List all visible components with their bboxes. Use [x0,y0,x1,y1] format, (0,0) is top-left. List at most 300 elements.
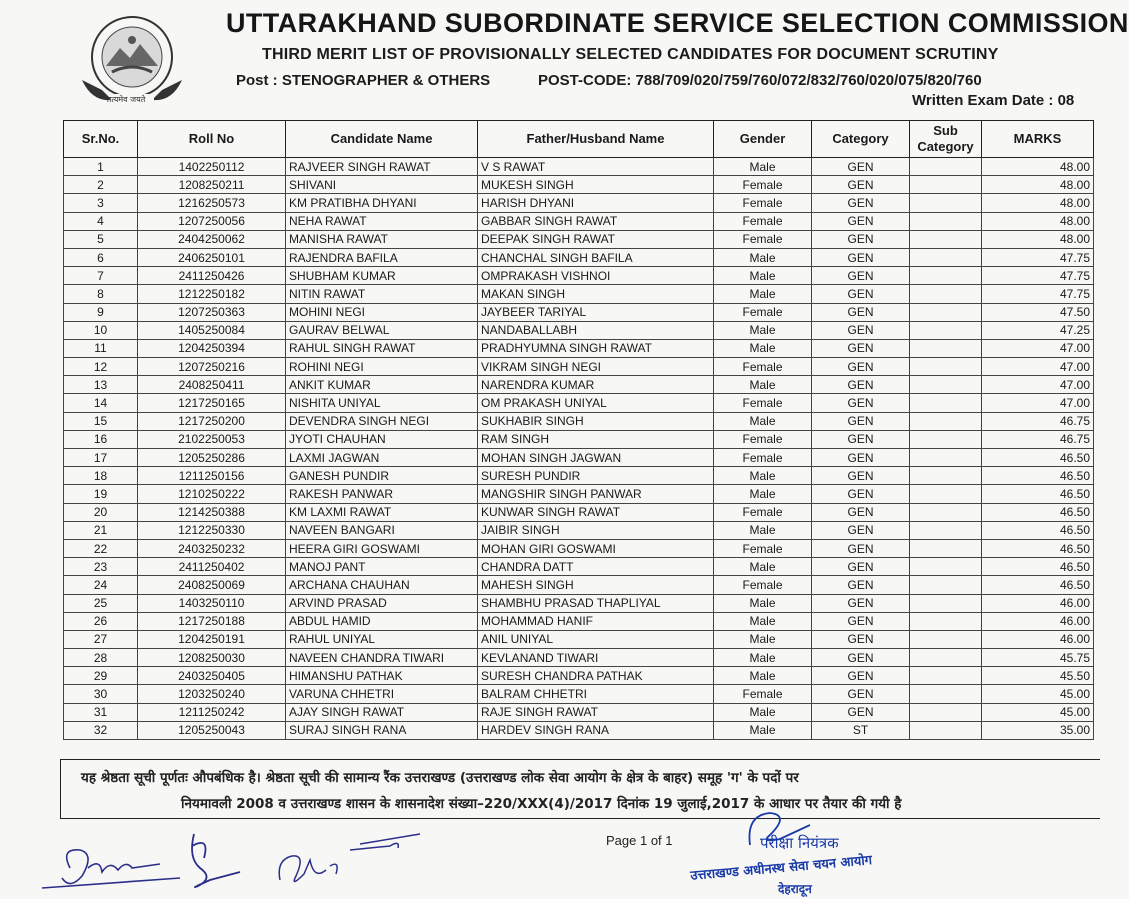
cell-category: GEN [812,394,910,412]
cell-roll-no: 1217250188 [138,612,286,630]
cell-roll-no: 2411250426 [138,267,286,285]
cell-sr-no: 26 [64,612,138,630]
cell-roll-no: 1207250056 [138,212,286,230]
cell-candidate-name: GANESH PUNDIR [286,467,478,485]
cell-sub-category [910,248,982,266]
cell-roll-no: 1205250286 [138,449,286,467]
cell-category: GEN [812,539,910,557]
cell-gender: Male [714,630,812,648]
cell-sr-no: 13 [64,376,138,394]
cell-sub-category [910,503,982,521]
cell-sr-no: 3 [64,194,138,212]
cell-gender: Male [714,248,812,266]
footer-note-line-1: यह श्रेष्ठता सूची पूर्णतः औपबंधिक है। श्रेष्ठता सूची की सामान्य रैंक उत्तराखण्ड (उत्तराखण्ड लोक सेवा आयोग के क्षेत्र के बाहर) समूह 'ग' के पदों पर [81,770,799,786]
cell-sub-category [910,267,982,285]
cell-category: GEN [812,594,910,612]
cell-candidate-name: GAURAV BELWAL [286,321,478,339]
cell-candidate-name: ANKIT KUMAR [286,376,478,394]
table-row [64,539,1094,557]
cell-sub-category [910,230,982,248]
cell-marks: 46.00 [982,594,1094,612]
cell-sr-no: 30 [64,685,138,703]
cell-sr-no: 21 [64,521,138,539]
cell-marks: 45.50 [982,667,1094,685]
cell-gender: Female [714,194,812,212]
cell-gender: Female [714,539,812,557]
table-row [64,630,1094,648]
header-roll-no: Roll No [138,121,286,158]
cell-marks: 48.00 [982,194,1094,212]
cell-father-husband-name: V S RAWAT [478,158,714,176]
cell-sub-category [910,667,982,685]
cell-marks: 47.00 [982,376,1094,394]
cell-father-husband-name: OMPRAKASH VISHNOI [478,267,714,285]
cell-father-husband-name: KEVLANAND TIWARI [478,649,714,667]
cell-sr-no: 17 [64,449,138,467]
table-row [64,649,1094,667]
cell-category: GEN [812,358,910,376]
table-row [64,248,1094,266]
cell-roll-no: 2102250053 [138,430,286,448]
seal-caption: सत्यमेव जयते [106,95,146,104]
cell-category: GEN [812,630,910,648]
cell-candidate-name: NEHA RAWAT [286,212,478,230]
cell-category: GEN [812,649,910,667]
cell-roll-no: 1403250110 [138,594,286,612]
cell-sub-category [910,467,982,485]
merit-list-table [63,120,1094,740]
cell-category: GEN [812,430,910,448]
cell-sub-category [910,285,982,303]
cell-gender: Male [714,339,812,357]
cell-candidate-name: HEERA GIRI GOSWAMI [286,539,478,557]
cell-father-husband-name: JAYBEER TARIYAL [478,303,714,321]
cell-gender: Female [714,358,812,376]
cell-marks: 48.00 [982,230,1094,248]
post-name: Post : STENOGRAPHER & OTHERS [236,72,491,89]
cell-marks: 46.50 [982,558,1094,576]
cell-marks: 47.00 [982,394,1094,412]
cell-father-husband-name: JAIBIR SINGH [478,521,714,539]
table-row [64,321,1094,339]
table-row [64,521,1094,539]
cell-father-husband-name: HARDEV SINGH RANA [478,721,714,739]
table-row [64,303,1094,321]
cell-father-husband-name: MANGSHIR SINGH PANWAR [478,485,714,503]
header-marks: MARKS [982,121,1094,158]
cell-sub-category [910,358,982,376]
cell-marks: 47.50 [982,303,1094,321]
page-title: UTTARAKHAND SUBORDINATE SERVICE SELECTION COMMISSION [226,8,1129,38]
cell-category: GEN [812,685,910,703]
cell-sub-category [910,194,982,212]
signature-2-icon [180,828,260,898]
table-row [64,612,1094,630]
cell-category: GEN [812,558,910,576]
cell-sr-no: 12 [64,358,138,376]
cell-roll-no: 1405250084 [138,321,286,339]
cell-father-husband-name: CHANDRA DATT [478,558,714,576]
signature-3-icon [270,830,440,895]
commission-seal-icon [72,10,192,110]
cell-roll-no: 1211250242 [138,703,286,721]
cell-roll-no: 2408250069 [138,576,286,594]
table-row [64,176,1094,194]
cell-candidate-name: SURAJ SINGH RANA [286,721,478,739]
cell-sub-category [910,649,982,667]
cell-sr-no: 11 [64,339,138,357]
table-row [64,594,1094,612]
cell-category: GEN [812,467,910,485]
cell-roll-no: 2403250232 [138,539,286,557]
cell-father-husband-name: MOHAMMAD HANIF [478,612,714,630]
cell-father-husband-name: DEEPAK SINGH RAWAT [478,230,714,248]
cell-gender: Male [714,485,812,503]
cell-sub-category [910,721,982,739]
footer-note [60,759,1100,819]
cell-marks: 46.50 [982,449,1094,467]
cell-candidate-name: NISHITA UNIYAL [286,394,478,412]
cell-category: GEN [812,176,910,194]
cell-roll-no: 2403250405 [138,667,286,685]
cell-category: GEN [812,267,910,285]
cell-father-husband-name: RAM SINGH [478,430,714,448]
cell-roll-no: 2408250411 [138,376,286,394]
cell-gender: Male [714,594,812,612]
cell-father-husband-name: MUKESH SINGH [478,176,714,194]
cell-marks: 47.75 [982,267,1094,285]
cell-sr-no: 28 [64,649,138,667]
cell-candidate-name: ABDUL HAMID [286,612,478,630]
cell-candidate-name: ROHINI NEGI [286,358,478,376]
table-row [64,558,1094,576]
table-row [64,449,1094,467]
cell-candidate-name: RAJENDRA BAFILA [286,248,478,266]
cell-gender: Female [714,430,812,448]
cell-gender: Male [714,412,812,430]
cell-marks: 46.50 [982,521,1094,539]
merit-list-body [64,158,1094,740]
cell-roll-no: 2411250402 [138,558,286,576]
cell-sub-category [910,321,982,339]
cell-sr-no: 27 [64,630,138,648]
cell-father-husband-name: MOHAN GIRI GOSWAMI [478,539,714,557]
cell-marks: 47.75 [982,285,1094,303]
cell-father-husband-name: BALRAM CHHETRI [478,685,714,703]
cell-gender: Female [714,449,812,467]
cell-marks: 47.00 [982,339,1094,357]
cell-sub-category [910,412,982,430]
header-father-husband-name: Father/Husband Name [478,121,714,158]
cell-sr-no: 5 [64,230,138,248]
table-row [64,158,1094,176]
cell-sub-category [910,158,982,176]
cell-sr-no: 6 [64,248,138,266]
cell-sub-category [910,176,982,194]
cell-sr-no: 23 [64,558,138,576]
cell-father-husband-name: CHANCHAL SINGH BAFILA [478,248,714,266]
cell-candidate-name: VARUNA CHHETRI [286,685,478,703]
cell-sr-no: 10 [64,321,138,339]
cell-father-husband-name: SUKHABIR SINGH [478,412,714,430]
cell-marks: 45.75 [982,649,1094,667]
cell-marks: 46.50 [982,503,1094,521]
cell-sr-no: 18 [64,467,138,485]
cell-marks: 45.00 [982,685,1094,703]
cell-father-husband-name: OM PRAKASH UNIYAL [478,394,714,412]
table-header-row [64,121,1094,158]
cell-sub-category [910,376,982,394]
header-gender: Gender [714,121,812,158]
table-row [64,667,1094,685]
cell-roll-no: 1212250182 [138,285,286,303]
cell-candidate-name: MANOJ PANT [286,558,478,576]
cell-sub-category [910,703,982,721]
cell-candidate-name: ARCHANA CHAUHAN [286,576,478,594]
cell-gender: Female [714,230,812,248]
table-row [64,467,1094,485]
cell-candidate-name: MANISHA RAWAT [286,230,478,248]
table-row [64,394,1094,412]
list-subtitle: THIRD MERIT LIST OF PROVISIONALLY SELECTED CANDIDATES FOR DOCUMENT SCRUTINY [262,46,999,63]
cell-roll-no: 1204250394 [138,339,286,357]
cell-gender: Female [714,503,812,521]
cell-category: ST [812,721,910,739]
cell-gender: Male [714,721,812,739]
cell-gender: Male [714,267,812,285]
cell-marks: 47.00 [982,358,1094,376]
header-sub-category: Sub Category [910,121,982,158]
cell-sr-no: 2 [64,176,138,194]
cell-sub-category [910,430,982,448]
cell-candidate-name: KM PRATIBHA DHYANI [286,194,478,212]
table-row [64,412,1094,430]
cell-sub-category [910,685,982,703]
cell-roll-no: 1207250363 [138,303,286,321]
cell-category: GEN [812,412,910,430]
cell-roll-no: 1402250112 [138,158,286,176]
cell-candidate-name: RAHUL UNIYAL [286,630,478,648]
cell-sr-no: 4 [64,212,138,230]
cell-category: GEN [812,285,910,303]
cell-roll-no: 1203250240 [138,685,286,703]
cell-sub-category [910,539,982,557]
cell-sr-no: 32 [64,721,138,739]
table-row [64,285,1094,303]
cell-roll-no: 1214250388 [138,503,286,521]
cell-category: GEN [812,158,910,176]
cell-candidate-name: HIMANSHU PATHAK [286,667,478,685]
cell-candidate-name: SHIVANI [286,176,478,194]
cell-roll-no: 2406250101 [138,248,286,266]
table-row [64,194,1094,212]
cell-candidate-name: KM LAXMI RAWAT [286,503,478,521]
table-row [64,376,1094,394]
cell-candidate-name: MOHINI NEGI [286,303,478,321]
cell-sub-category [910,594,982,612]
cell-category: GEN [812,703,910,721]
signature-1-icon [40,838,190,893]
table-row [64,358,1094,376]
exam-date: Written Exam Date : 08 [912,92,1075,109]
cell-category: GEN [812,194,910,212]
cell-category: GEN [812,230,910,248]
cell-candidate-name: RAJVEER SINGH RAWAT [286,158,478,176]
cell-sr-no: 31 [64,703,138,721]
table-row [64,721,1094,739]
cell-marks: 35.00 [982,721,1094,739]
cell-gender: Male [714,521,812,539]
cell-sub-category [910,521,982,539]
cell-marks: 46.75 [982,412,1094,430]
cell-category: GEN [812,503,910,521]
cell-gender: Male [714,321,812,339]
cell-father-husband-name: MOHAN SINGH JAGWAN [478,449,714,467]
cell-gender: Female [714,176,812,194]
cell-father-husband-name: VIKRAM SINGH NEGI [478,358,714,376]
cell-gender: Male [714,376,812,394]
cell-sr-no: 9 [64,303,138,321]
cell-category: GEN [812,667,910,685]
cell-roll-no: 1216250573 [138,194,286,212]
cell-sub-category [910,394,982,412]
cell-roll-no: 1208250211 [138,176,286,194]
cell-candidate-name: RAKESH PANWAR [286,485,478,503]
cell-roll-no: 1204250191 [138,630,286,648]
cell-roll-no: 1211250156 [138,467,286,485]
cell-sub-category [910,558,982,576]
cell-father-husband-name: SURESH PUNDIR [478,467,714,485]
table-row [64,703,1094,721]
cell-candidate-name: SHUBHAM KUMAR [286,267,478,285]
cell-marks: 46.50 [982,576,1094,594]
cell-candidate-name: RAHUL SINGH RAWAT [286,339,478,357]
cell-gender: Male [714,703,812,721]
cell-category: GEN [812,376,910,394]
stamp-city: देहरादून [778,882,812,896]
footer-note-line-2: नियमावली 2008 व उत्तराखण्ड शासन के शासनादेश संख्या–220/XXX(4)/2017 दिनांक 19 जुलाई,2017 के आधार पर तैयार की गयी है [181,796,902,812]
cell-gender: Female [714,576,812,594]
cell-sub-category [910,303,982,321]
cell-marks: 46.50 [982,539,1094,557]
cell-roll-no: 1207250216 [138,358,286,376]
cell-gender: Male [714,467,812,485]
cell-marks: 47.75 [982,248,1094,266]
cell-candidate-name: NAVEEN CHANDRA TIWARI [286,649,478,667]
cell-marks: 46.75 [982,430,1094,448]
cell-marks: 46.00 [982,612,1094,630]
cell-gender: Male [714,558,812,576]
cell-roll-no: 1210250222 [138,485,286,503]
cell-sr-no: 1 [64,158,138,176]
cell-marks: 45.00 [982,703,1094,721]
cell-sub-category [910,612,982,630]
cell-father-husband-name: KUNWAR SINGH RAWAT [478,503,714,521]
cell-father-husband-name: RAJE SINGH RAWAT [478,703,714,721]
cell-sub-category [910,339,982,357]
cell-category: GEN [812,248,910,266]
cell-roll-no: 2404250062 [138,230,286,248]
table-row [64,230,1094,248]
cell-sub-category [910,576,982,594]
cell-roll-no: 1217250200 [138,412,286,430]
cell-sub-category [910,449,982,467]
table-row [64,430,1094,448]
cell-candidate-name: NAVEEN BANGARI [286,521,478,539]
cell-sr-no: 14 [64,394,138,412]
header-sr-no: Sr.No. [64,121,138,158]
post-code: POST-CODE: 788/709/020/759/760/072/832/760/020/075/820/760 [538,72,982,89]
cell-category: GEN [812,321,910,339]
cell-category: GEN [812,576,910,594]
cell-roll-no: 1205250043 [138,721,286,739]
cell-category: GEN [812,303,910,321]
table-row [64,267,1094,285]
cell-father-husband-name: NARENDRA KUMAR [478,376,714,394]
cell-category: GEN [812,485,910,503]
cell-sr-no: 15 [64,412,138,430]
page-number: Page 1 of 1 [606,833,673,848]
cell-roll-no: 1208250030 [138,649,286,667]
cell-category: GEN [812,612,910,630]
table-row [64,485,1094,503]
cell-candidate-name: ARVIND PRASAD [286,594,478,612]
stamp-organisation: उत्तराखण्ड अधीनस्थ सेवा चयन आयोग [689,853,873,884]
cell-gender: Male [714,612,812,630]
cell-sr-no: 22 [64,539,138,557]
cell-sr-no: 8 [64,285,138,303]
cell-marks: 48.00 [982,158,1094,176]
cell-father-husband-name: SURESH CHANDRA PATHAK [478,667,714,685]
cell-category: GEN [812,212,910,230]
cell-gender: Male [714,158,812,176]
cell-father-husband-name: ANIL UNIYAL [478,630,714,648]
cell-sr-no: 24 [64,576,138,594]
cell-marks: 48.00 [982,176,1094,194]
cell-father-husband-name: PRADHYUMNA SINGH RAWAT [478,339,714,357]
cell-marks: 47.25 [982,321,1094,339]
cell-gender: Female [714,685,812,703]
cell-candidate-name: DEVENDRA SINGH NEGI [286,412,478,430]
table-row [64,685,1094,703]
cell-father-husband-name: SHAMBHU PRASAD THAPLIYAL [478,594,714,612]
cell-category: GEN [812,339,910,357]
table-row [64,212,1094,230]
cell-category: GEN [812,449,910,467]
cell-father-husband-name: GABBAR SINGH RAWAT [478,212,714,230]
cell-gender: Female [714,303,812,321]
cell-gender: Male [714,667,812,685]
cell-gender: Female [714,394,812,412]
cell-roll-no: 1212250330 [138,521,286,539]
cell-marks: 48.00 [982,212,1094,230]
table-row [64,576,1094,594]
table-row [64,339,1094,357]
cell-sr-no: 20 [64,503,138,521]
cell-sr-no: 29 [64,667,138,685]
cell-marks: 46.50 [982,467,1094,485]
table-row [64,503,1094,521]
cell-sr-no: 7 [64,267,138,285]
cell-candidate-name: NITIN RAWAT [286,285,478,303]
cell-roll-no: 1217250165 [138,394,286,412]
header-candidate-name: Candidate Name [286,121,478,158]
cell-candidate-name: JYOTI CHAUHAN [286,430,478,448]
cell-sub-category [910,630,982,648]
cell-gender: Female [714,212,812,230]
cell-gender: Male [714,649,812,667]
cell-father-husband-name: HARISH DHYANI [478,194,714,212]
